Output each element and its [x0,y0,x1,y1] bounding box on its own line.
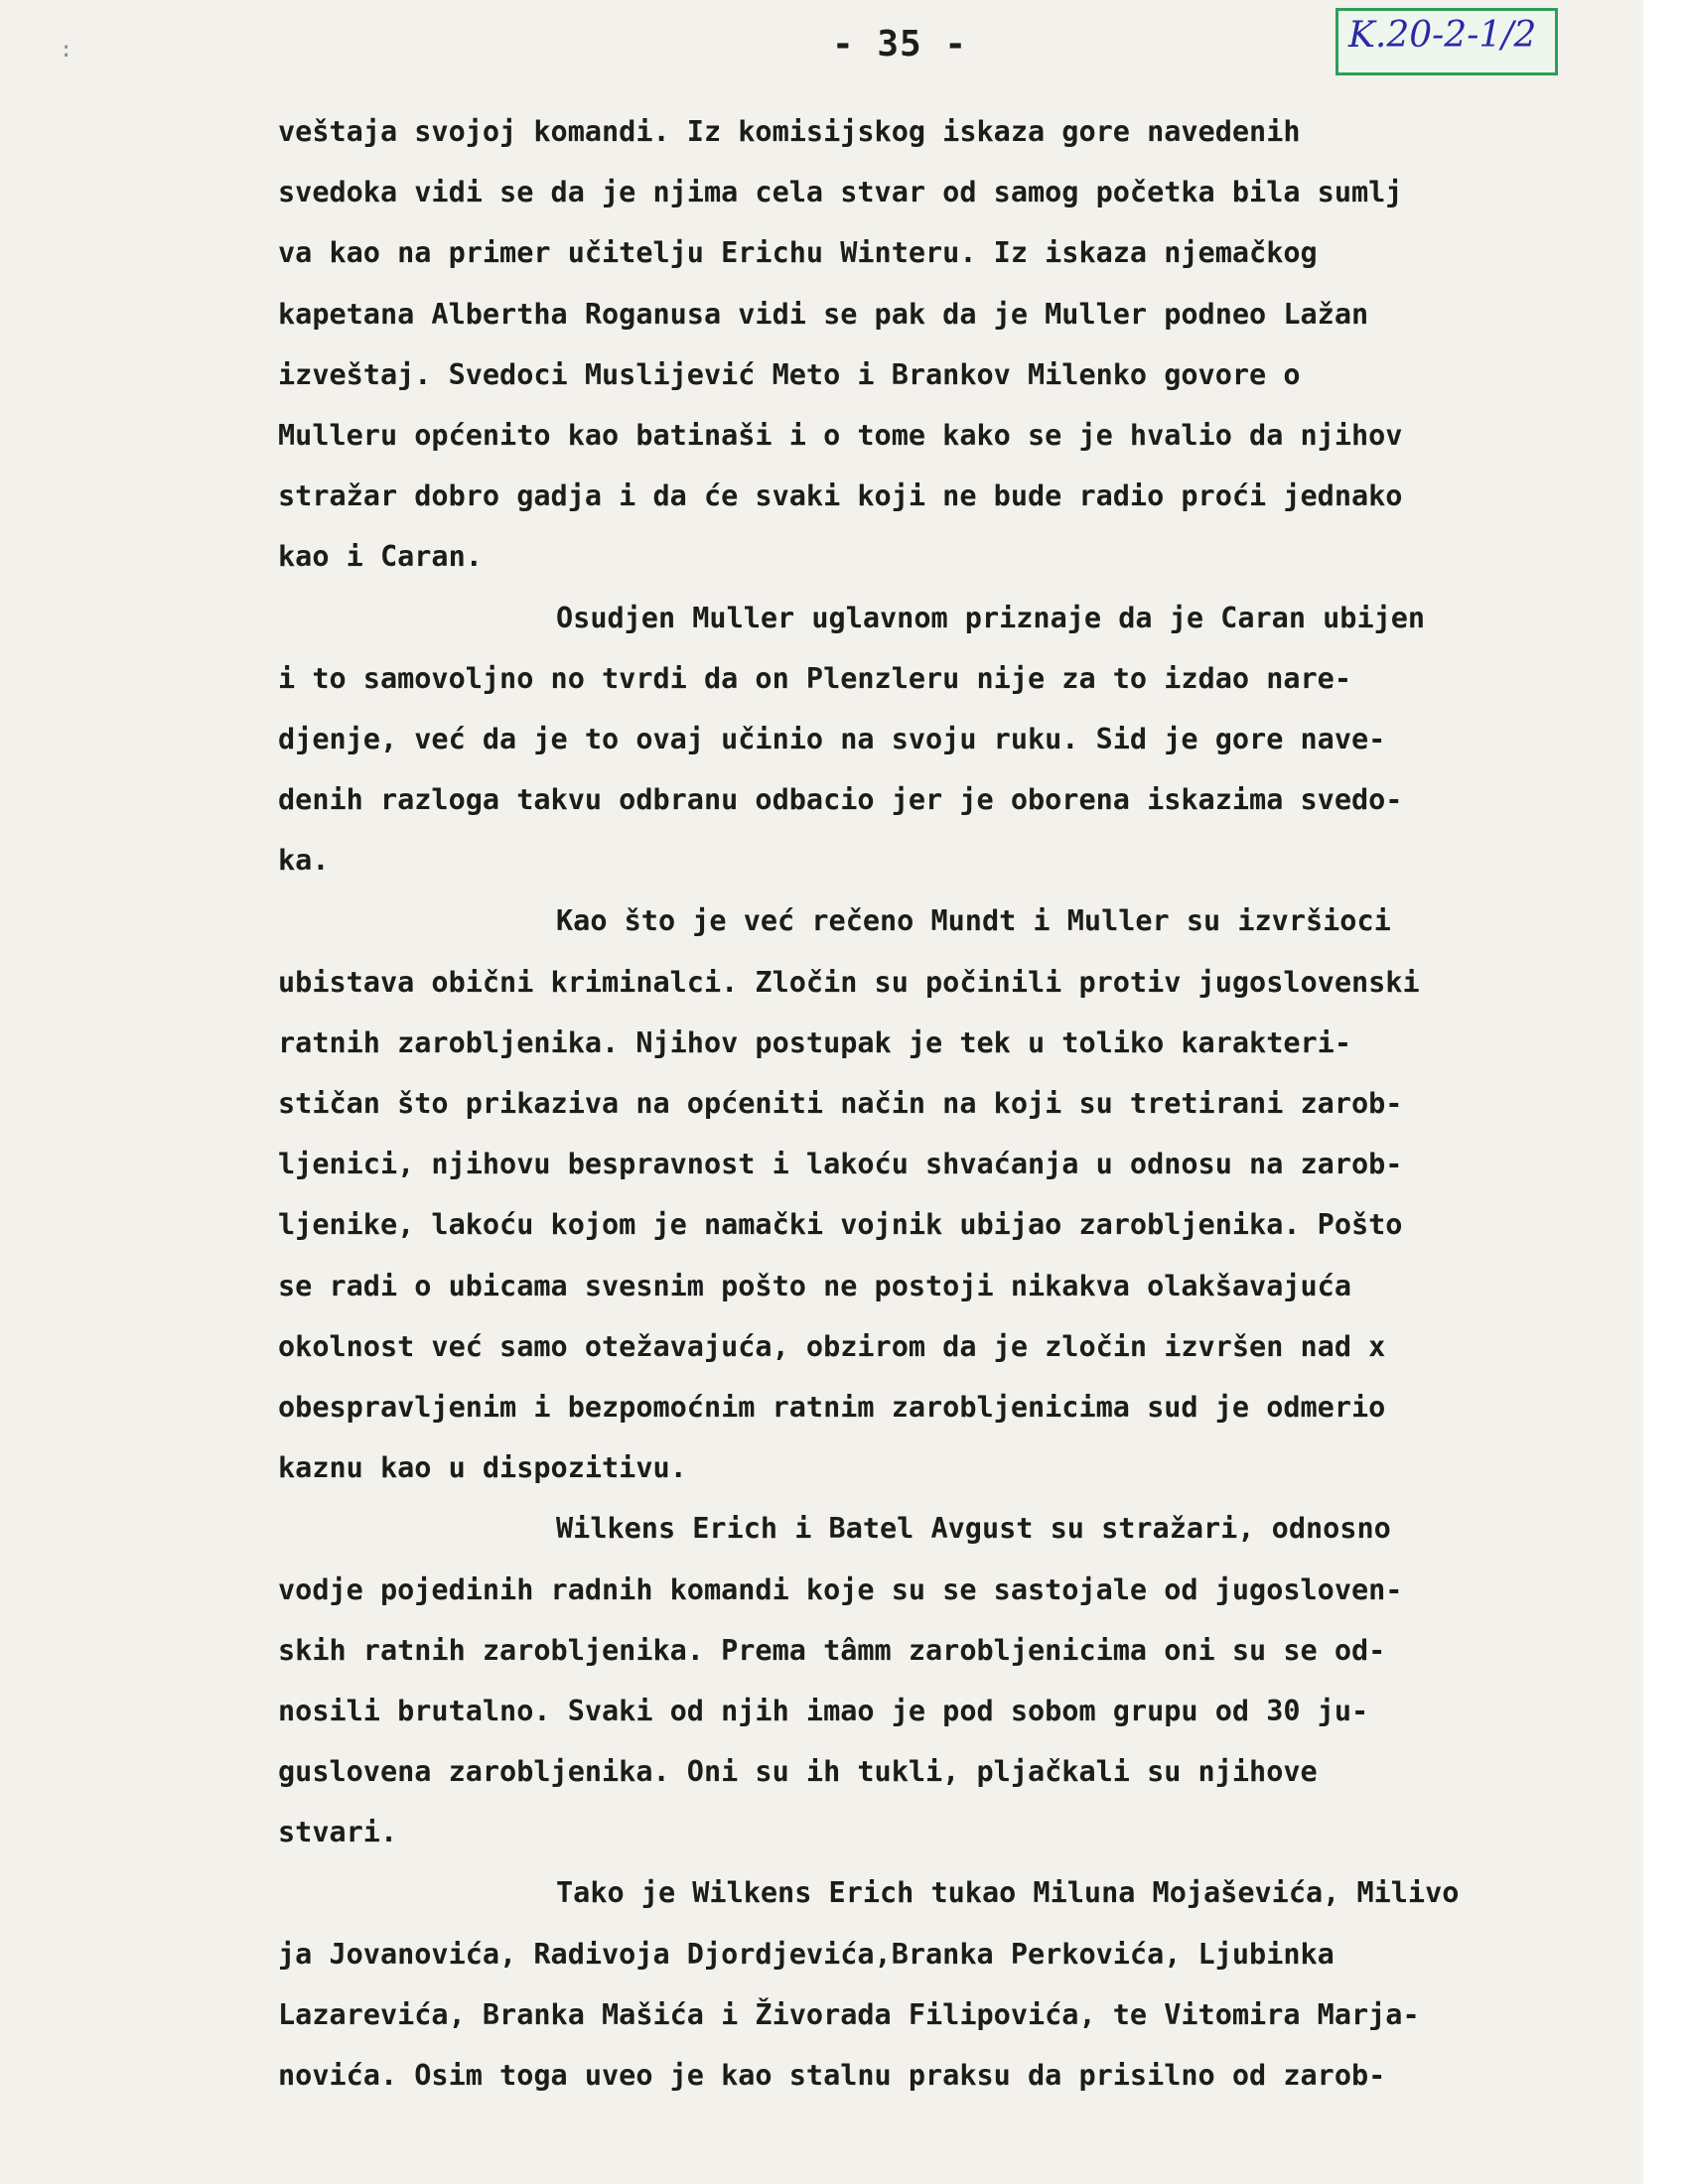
text-line: skih ratnih zarobljenika. Prema tâmm zarobljenicima oni su se od- [278,1633,1386,1667]
text-line: ljenike, lakoću kojom je namački vojnik ubijao zarobljenika. Pošto [278,1208,1403,1242]
text-line: obespravljenim i bezpomoćnim ratnim zarobljenicima sud je odmerio [278,1390,1386,1424]
text-line: Lazarevića, Branka Mašića i Živorada Filipovića, te Vitomira Marja- [278,1997,1420,2031]
document-body [278,101,1638,2106]
text-line: stražar dobro gadja i da će svaki koji ne bude radio proći jednako [278,479,1403,513]
margin-mark: : [60,38,73,63]
text-line: svedoka vidi se da je njima cela stvar od samog početka bila sumlj [278,176,1403,209]
paragraph-start-line: Wilkens Erich i Batel Avgust su stražari, odnosno [556,1512,1391,1546]
text-line: ubistava obični kriminalci. Zločin su počinili protiv jugoslovenski [278,965,1420,999]
text-line: nosili brutalno. Svaki od njih imao je pod sobom grupu od 30 ju- [278,1694,1369,1727]
text-line: okolnost već samo otežavajuća, obzirom da je zločin izvršen nad x [278,1329,1386,1363]
text-line: ratnih zarobljenika. Njihov postupak je tek u toliko karakteri- [278,1025,1351,1059]
text-line: izveštaj. Svedoci Muslijević Meto i Brankov Milenko govore o [278,357,1301,391]
text-line: kapetana Albertha Roganusa vidi se pak da je Muller podneo Lažan [278,297,1369,331]
paragraph-start-line: Kao što je već rečeno Mundt i Muller su izvršioci [556,904,1391,938]
text-line: Mulleru općenito kao batinaši i o tome kako se je hvalio da njihov [278,418,1403,452]
text-line: novića. Osim toga uveo je kao stalnu praksu da prisilno od zarob- [278,2059,1386,2092]
paragraph-start-line: Osudjen Muller uglavnom priznaje da je Caran ubijen [556,601,1426,634]
text-line: veštaja svojoj komandi. Iz komisijskog iskaza gore navedenih [278,115,1301,148]
text-line: djenje, već da je to ovaj učinio na svoju ruku. Sid je gore nave- [278,722,1386,755]
text-line: stičan što prikaziva na općeniti način na koji su tretirani zarob- [278,1087,1403,1120]
paragraph-start-line: Tako je Wilkens Erich tukao Miluna Mojaševića, Milivo [556,1876,1460,1910]
scan-margin [1643,0,1688,2184]
text-line: vodje pojedinih radnih komandi koje su se sastojale od jugosloven- [278,1572,1403,1606]
page-number: - 35 - [832,24,968,65]
text-line: va kao na primer učitelju Erichu Winteru. Iz iskaza njemačkog [278,236,1318,270]
text-line: i to samovoljno no tvrdi da on Plenzleru nije za to izdao nare- [278,661,1351,695]
text-line: kao i Caran. [278,540,483,574]
archive-reference: K.20-2-1/2 [1348,15,1537,56]
text-line: se radi o ubicama svesnim pošto ne postoji nikakva olakšavajuća [278,1269,1351,1302]
text-line: kaznu kao u dispozitivu. [278,1451,687,1485]
text-line: ja Jovanovića, Radivoja Djordjevića,Branka Perkovića, Ljubinka [278,1937,1335,1971]
text-line: ljenici, njihovu bespravnost i lakoću shvaćanja u odnosu na zarob- [278,1148,1403,1181]
text-line: stvari. [278,1816,398,1849]
text-line: ka. [278,844,330,878]
text-line: denih razloga takvu odbranu odbacio jer je oborena iskazima svedo- [278,783,1403,817]
archive-stamp [1336,8,1558,75]
text-line: guslovena zarobljenika. Oni su ih tukli, pljačkali su njihove [278,1755,1318,1789]
